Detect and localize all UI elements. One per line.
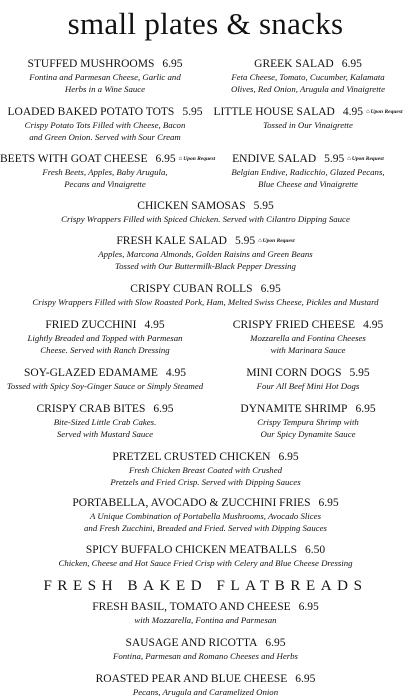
item-price: 5.95	[324, 153, 345, 165]
item-price: 4.95	[363, 319, 384, 331]
item-name: MINI CORN DOGS	[246, 367, 342, 379]
item-price: 6.95	[318, 497, 339, 509]
item-description: Fresh Beets, Apples, Baby Arugula,	[42, 167, 168, 177]
item-description: A Unique Combination of Portabella Mushrooms, Avocado Slices	[90, 511, 321, 521]
item-name: ROASTED PEAR AND BLUE CHEESE	[95, 673, 288, 685]
item-description: Tossed in Our Vinaigrette	[263, 120, 353, 130]
flatbread-basil-tomato	[0, 600, 411, 627]
item-name: DYNAMITE SHRIMP	[240, 403, 348, 415]
item-description: Crispy Wrappers Filled with Spiced Chicken. Served with Cilantro Dipping Sauce	[61, 214, 350, 224]
item-price: 6.95	[153, 403, 174, 415]
item-price: 6.95	[260, 283, 281, 295]
item-name: CRISPY CUBAN ROLLS	[130, 283, 253, 295]
item-name: SAUSAGE AND RICOTTA	[125, 637, 258, 649]
item-name: LITTLE HOUSE SALAD	[213, 106, 335, 118]
section-title-flatbreads: FRESH BAKED FLATBREADS	[43, 578, 368, 594]
menu-item-buffalo-meatballs	[0, 543, 411, 570]
upon-request-badge: ⌂Upon Request	[258, 238, 295, 244]
menu-item-crispy-cuban-rolls	[0, 282, 411, 309]
item-description: Tossed with Our Buttermilk-Black Pepper Dressing	[115, 260, 296, 271]
item-description: Pecans, Arugula and Caramelized Onion	[132, 687, 279, 697]
item-description: Crispy Potato Tots Filled with Cheese, Bacon	[24, 120, 186, 130]
menu-item-endive-salad	[205, 152, 411, 190]
item-description: Fontina and Parmesan Cheese, Garlic and	[29, 72, 181, 82]
item-description: Blue Cheese and Vinaigrette	[258, 178, 358, 189]
item-price: 5.95	[349, 367, 370, 379]
item-name: PRETZEL CRUSTED CHICKEN	[112, 451, 271, 463]
item-price: 6.95	[298, 601, 319, 613]
item-description: Bite-Sized Little Crab Cakes.	[53, 417, 157, 427]
item-description: Fresh Chicken Breast Coated with Crushed	[128, 465, 283, 475]
item-name: CRISPY CRAB BITES	[36, 403, 146, 415]
item-price: 5.95	[253, 200, 274, 212]
item-description: and Green Onion. Served with Sour Cream	[29, 131, 181, 142]
item-description: Pretzels and Fried Crisp. Served with Dipping Sauces	[110, 476, 301, 487]
item-description: with Mozzarella, Fontina and Parmesan	[134, 615, 277, 625]
item-price: 4.95	[342, 106, 363, 118]
item-name: LOADED BAKED POTATO TOTS	[7, 106, 175, 118]
upon-request-icon: ⌂	[178, 156, 183, 162]
menu-item-loaded-tots	[0, 105, 210, 143]
menu-item-greek-salad	[205, 57, 411, 95]
item-price: 5.95	[182, 106, 203, 118]
menu-item-chicken-samosas	[0, 199, 411, 226]
item-price: 6.95	[155, 153, 176, 165]
item-description: Our Spicy Dynamite Sauce	[260, 428, 356, 439]
item-description: and Fresh Zucchini, Breaded and Fried. Served with Dipping Sauces	[84, 522, 327, 533]
item-description: Tossed with Spicy Soy-Ginger Sauce or Simply Steamed	[6, 381, 204, 391]
menu-item-little-house-salad	[205, 105, 411, 132]
upon-request-icon: ⌂	[347, 156, 351, 162]
item-price: 6.95	[295, 673, 316, 685]
item-price: 6.95	[162, 58, 183, 70]
item-name: BEETS WITH GOAT CHEESE	[0, 153, 148, 165]
item-price: 6.95	[265, 637, 286, 649]
menu-item-beets-goat-cheese	[0, 152, 216, 190]
item-name: FRIED ZUCCHINI	[45, 319, 137, 331]
menu-item-crispy-fried-cheese	[205, 318, 411, 356]
menu-item-portabella-fries	[0, 496, 411, 534]
item-description: Feta Cheese, Tomato, Cucumber, Kalamata	[231, 72, 385, 82]
upon-request-icon: ⌂	[258, 238, 262, 244]
menu-item-stuffed-mushrooms	[0, 57, 210, 95]
item-description: Olives, Red Onion, Arugula and Vinaigrette	[230, 83, 385, 94]
menu-item-fresh-kale-salad	[0, 234, 411, 272]
item-name: FRESH BASIL, TOMATO AND CHEESE	[92, 601, 291, 613]
menu-item-crispy-crab-bites	[0, 402, 210, 440]
item-name: CRISPY FRIED CHEESE	[232, 319, 356, 331]
item-description: with Marinara Sauce	[270, 344, 346, 355]
item-name: FRESH KALE SALAD	[116, 235, 227, 247]
item-description: Cheese. Served with Ranch Dressing	[40, 344, 170, 355]
item-price: 6.95	[355, 403, 376, 415]
item-name: CHICKEN SAMOSAS	[137, 200, 246, 212]
item-description: Mozzarella and Fontina Cheeses	[250, 333, 366, 343]
item-price: 4.95	[144, 319, 165, 331]
menu-item-dynamite-shrimp	[205, 402, 411, 440]
item-price: 6.50	[305, 544, 326, 556]
menu-item-pretzel-chicken	[0, 450, 411, 488]
item-price: 4.95	[165, 367, 186, 379]
item-name: ENDIVE SALAD	[232, 153, 317, 165]
page-title: small plates & snacks	[67, 6, 344, 41]
item-description: Four All Beef Mini Hot Dogs	[256, 381, 360, 391]
upon-request-badge: ⌂Upon Request	[178, 156, 216, 162]
item-description: Belgian Endive, Radicchio, Glazed Pecans,	[231, 167, 385, 177]
item-description: Lightly Breaded and Topped with Parmesan	[27, 333, 183, 343]
flatbread-sausage-ricotta	[0, 636, 411, 663]
item-name: SPICY BUFFALO CHICKEN MEATBALLS	[85, 544, 298, 556]
item-price: 5.95	[234, 235, 256, 247]
item-description: Crispy Tempura Shrimp with	[257, 417, 359, 427]
menu-item-soy-glazed-edamame	[0, 366, 210, 393]
item-description: Served with Mustard Sauce	[56, 428, 154, 439]
upon-request-badge: ⌂Upon Request	[347, 156, 384, 162]
item-description: Apples, Marcona Almonds, Golden Raisins and Green Beans	[98, 249, 313, 259]
item-price: 6.95	[341, 58, 362, 70]
item-name: GREEK SALAD	[254, 58, 334, 70]
item-description: Crispy Wrappers Filled with Slow Roasted Pork, Ham, Melted Swiss Cheese, Pickles and Mustard	[32, 297, 379, 307]
item-description: Fontina, Parmesan and Romano Cheeses and Herbs	[113, 651, 298, 661]
item-description: Pecans and Vinaigrette	[64, 178, 146, 189]
item-price: 6.95	[278, 451, 299, 463]
item-name: PORTABELLA, AVOCADO & ZUCCHINI FRIES	[72, 497, 311, 509]
item-name: STUFFED MUSHROOMS	[27, 58, 155, 70]
item-description: Herbs in a Wine Sauce	[64, 83, 146, 94]
flatbread-pear-blue-cheese	[0, 672, 411, 699]
menu-item-fried-zucchini	[0, 318, 210, 356]
upon-request-badge: ⌂Upon Request	[365, 109, 403, 115]
menu-item-mini-corn-dogs	[205, 366, 411, 393]
item-description: Chicken, Cheese and Hot Sauce Fried Crisp with Celery and Blue Cheese Dressing	[58, 558, 353, 568]
upon-request-icon: ⌂	[365, 109, 370, 115]
item-name: SOY-GLAZED EDAMAME	[24, 367, 158, 379]
